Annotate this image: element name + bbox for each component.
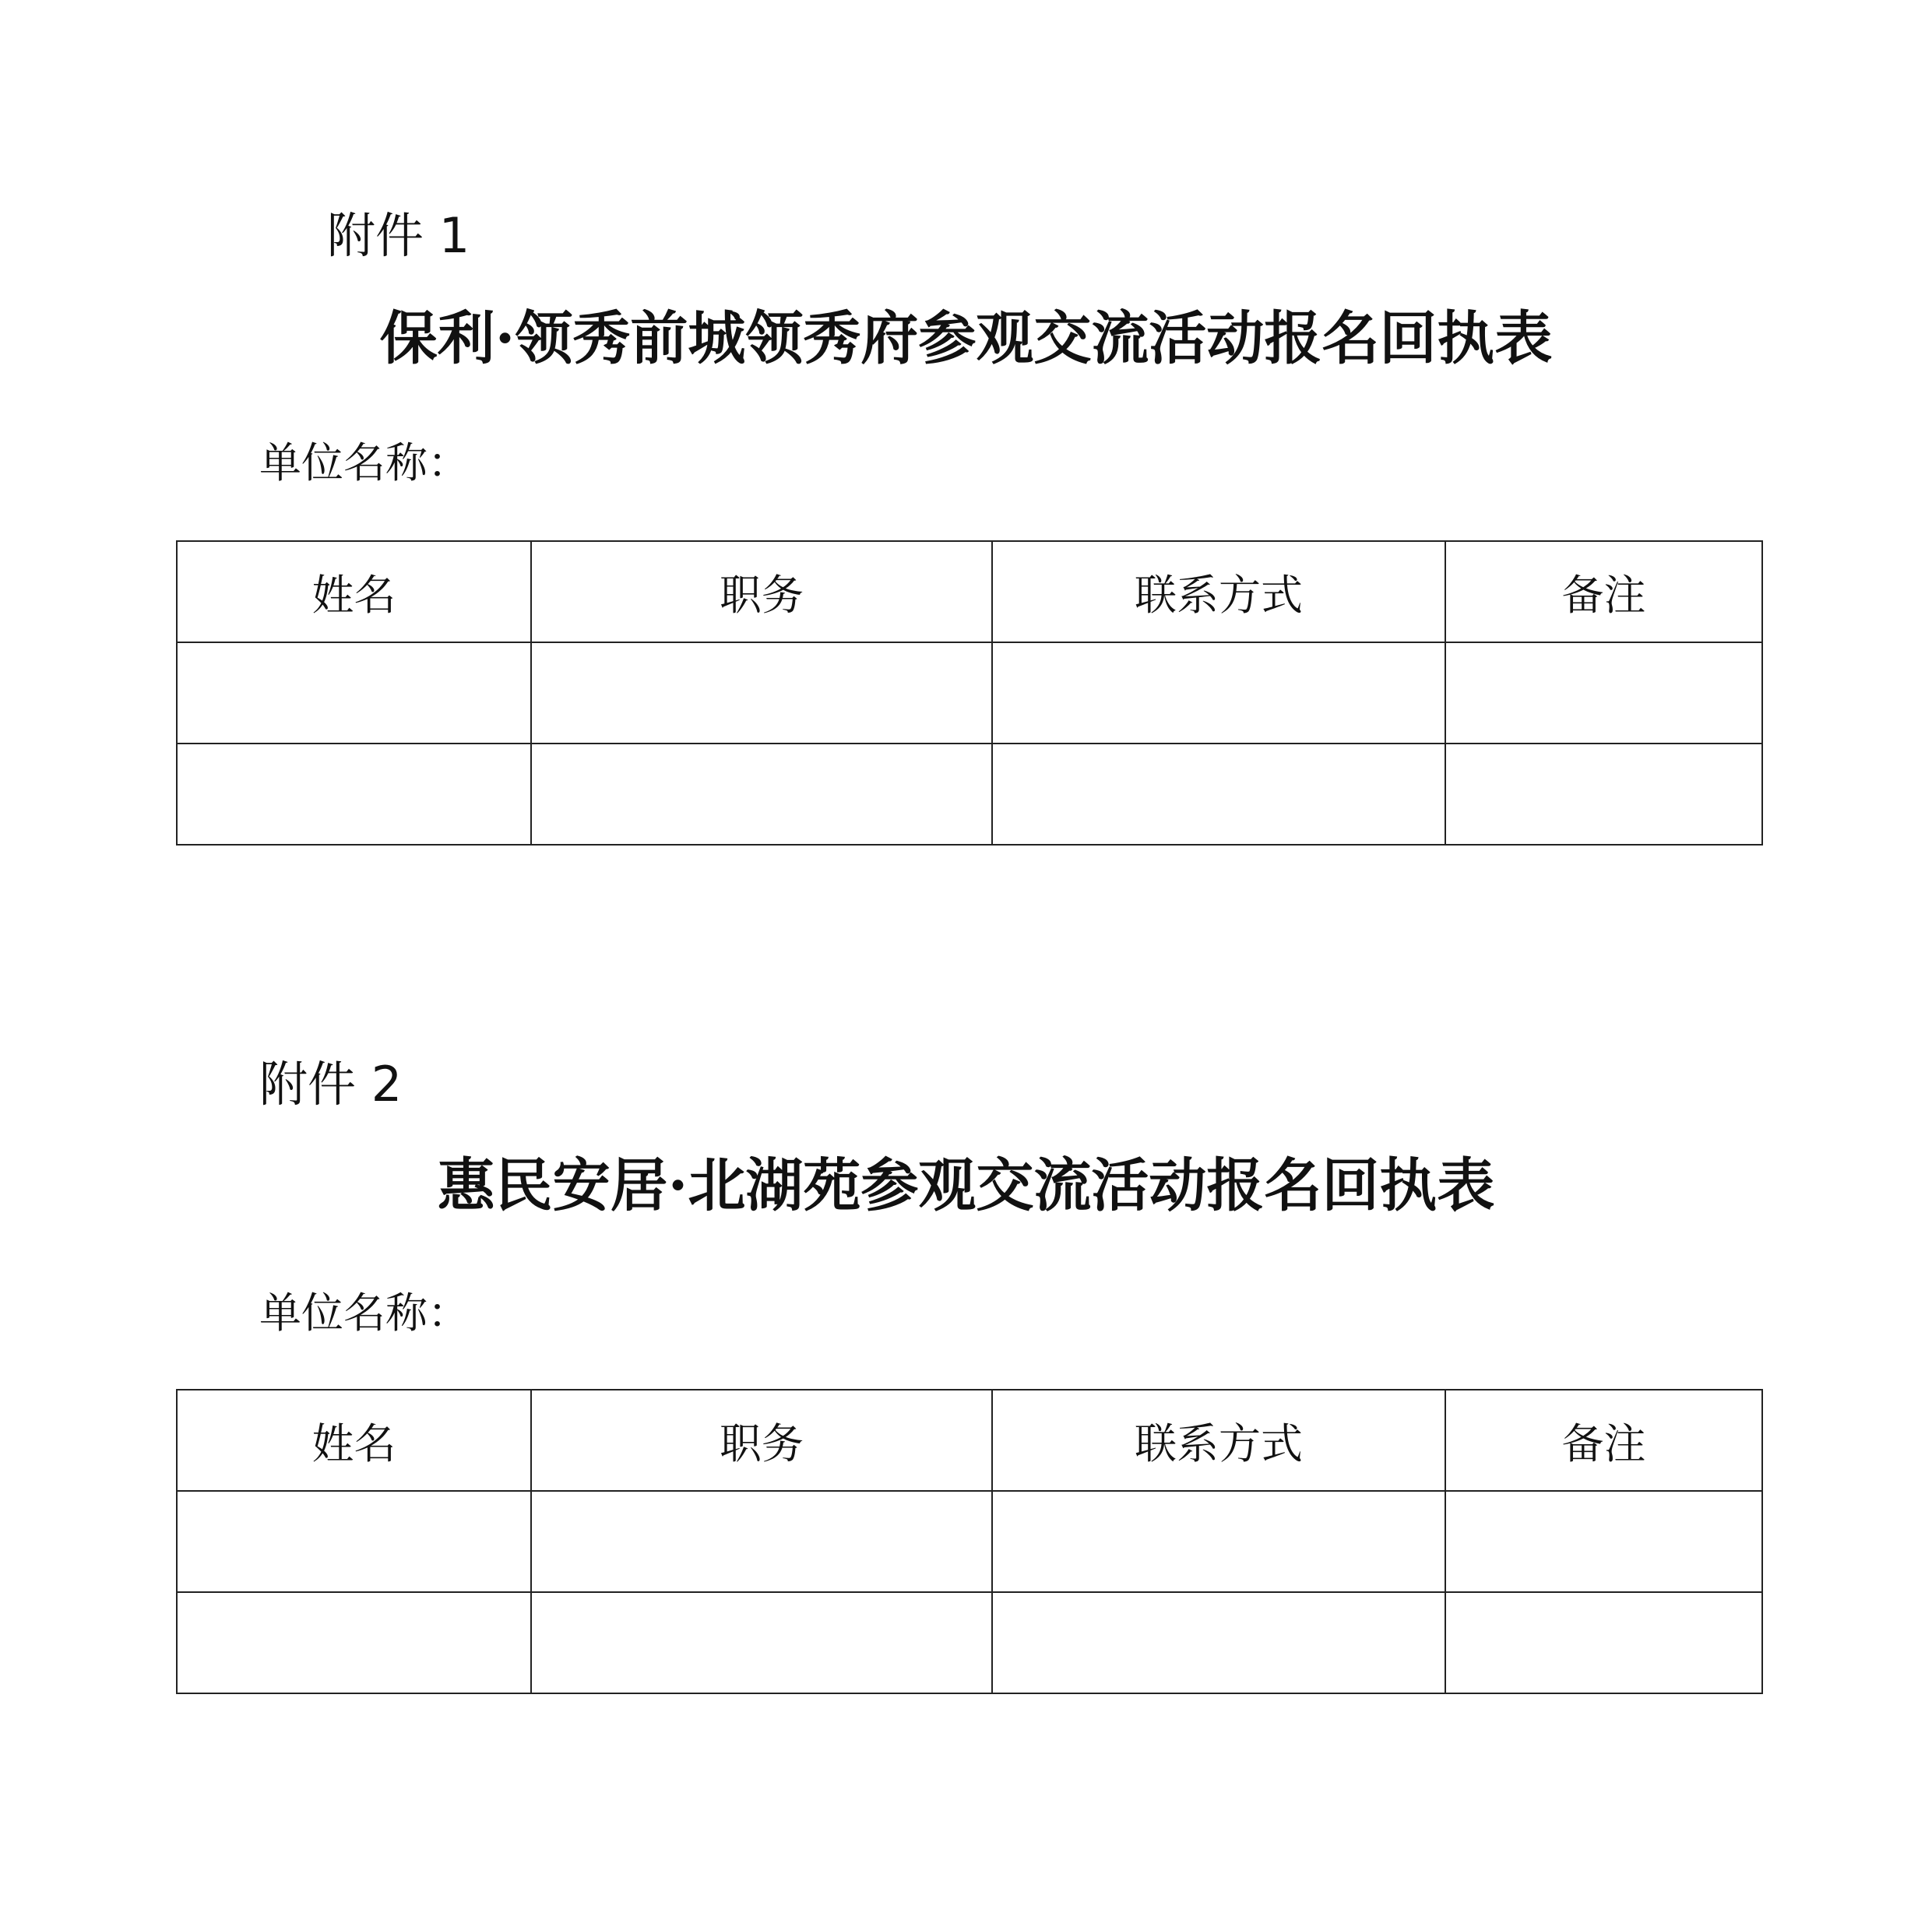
table-row (177, 1491, 1762, 1592)
form-title-1: 保利·领秀前城领秀府参观交流活动报名回执表 (379, 305, 1553, 372)
cell-contact[interactable] (992, 1491, 1445, 1592)
table-row (177, 1592, 1762, 1693)
cell-position[interactable] (531, 642, 992, 744)
cell-contact[interactable] (992, 1592, 1445, 1693)
cell-position[interactable] (531, 1491, 992, 1592)
table-header-row (177, 541, 1762, 642)
table-row (177, 744, 1762, 845)
cell-position[interactable] (531, 1592, 992, 1693)
header-contact: 联系方式 (992, 1390, 1445, 1491)
attachment-label-2: 附件 2 (259, 1056, 403, 1113)
table-row (177, 642, 1762, 744)
cell-remarks[interactable] (1445, 744, 1762, 845)
header-name: 姓名 (177, 1390, 531, 1491)
header-remarks: 备注 (1445, 1390, 1762, 1491)
cell-name[interactable] (177, 744, 531, 845)
cell-remarks[interactable] (1445, 1491, 1762, 1592)
registration-table-1 (176, 540, 1763, 846)
cell-position[interactable] (531, 744, 992, 845)
header-position: 职务 (531, 541, 992, 642)
cell-contact[interactable] (992, 642, 1445, 744)
cell-name[interactable] (177, 1491, 531, 1592)
table-header-row (177, 1390, 1762, 1491)
unit-name-label-1: 单位名称： (259, 438, 470, 487)
form-title-2: 惠民安居·北湖苑参观交流活动报名回执表 (437, 1152, 1495, 1219)
registration-table-2 (176, 1389, 1763, 1694)
cell-name[interactable] (177, 1592, 531, 1693)
cell-contact[interactable] (992, 744, 1445, 845)
cell-remarks[interactable] (1445, 1592, 1762, 1693)
header-name: 姓名 (177, 541, 531, 642)
unit-name-label-2: 单位名称： (259, 1288, 470, 1338)
cell-remarks[interactable] (1445, 642, 1762, 744)
header-contact: 联系方式 (992, 541, 1445, 642)
cell-name[interactable] (177, 642, 531, 744)
attachment-label-1: 附件 1 (327, 207, 470, 264)
header-position: 职务 (531, 1390, 992, 1491)
header-remarks: 备注 (1445, 541, 1762, 642)
